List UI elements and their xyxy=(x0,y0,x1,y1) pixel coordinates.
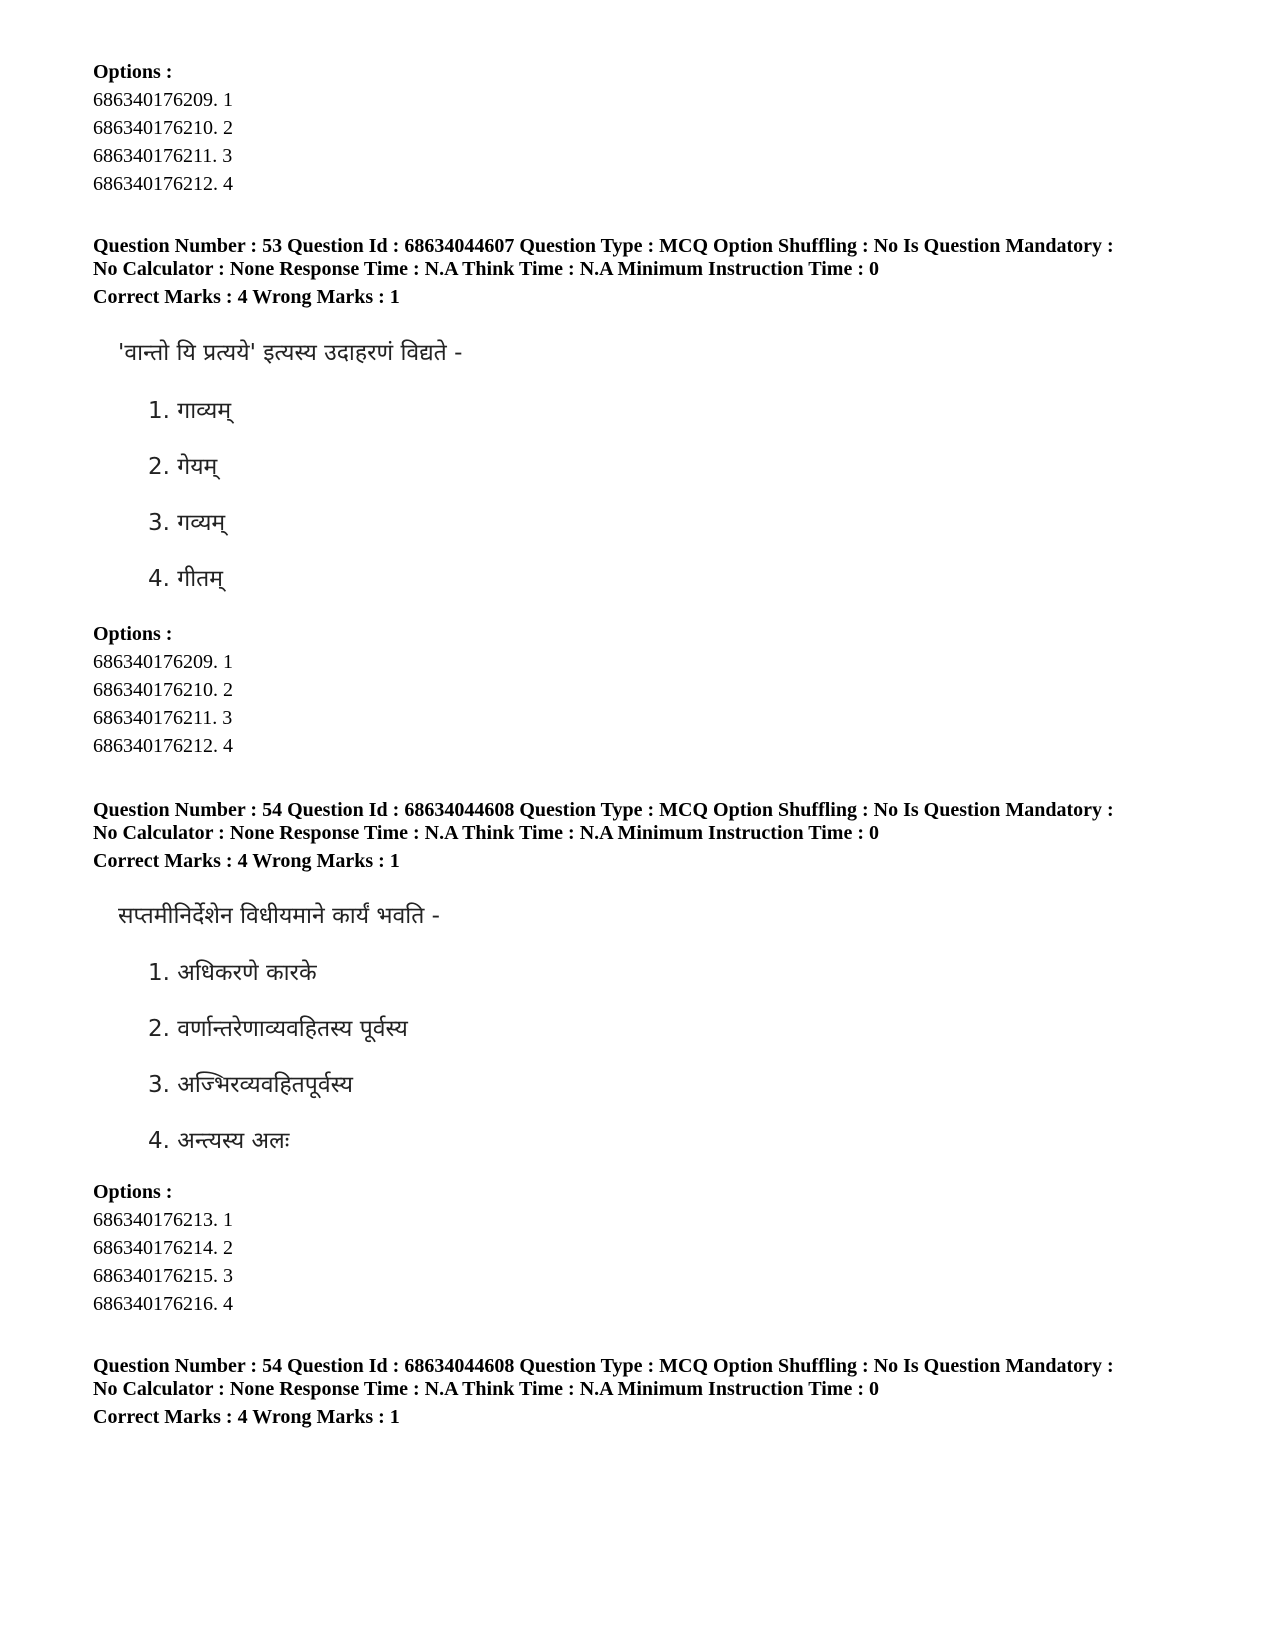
option-line: 686340176210. 2 xyxy=(93,117,233,139)
question-header: Question Number : 53 Question Id : 68634044607 Question Type : MCQ Option Shuffling : No Is Question Mandatory : xyxy=(93,235,1114,257)
options-label: Options : xyxy=(93,623,173,645)
answer-choice: 3. अज्भिरव्यवहितपूर्वस्य xyxy=(148,1072,353,1098)
options-label: Options : xyxy=(93,61,173,83)
answer-choice: 4. गीतम् xyxy=(148,566,224,592)
option-line: 686340176211. 3 xyxy=(93,145,233,167)
option-line: 686340176214. 2 xyxy=(93,1237,233,1259)
option-line: 686340176209. 1 xyxy=(93,89,233,111)
question-header: No Calculator : None Response Time : N.A Think Time : N.A Minimum Instruction Time : 0 xyxy=(93,258,879,280)
question-header: Question Number : 54 Question Id : 68634044608 Question Type : MCQ Option Shuffling : No Is Question Mandatory : xyxy=(93,1355,1114,1377)
answer-choice: 1. अधिकरणे कारके xyxy=(148,960,317,986)
options-label: Options : xyxy=(93,1181,173,1203)
option-line: 686340176209. 1 xyxy=(93,651,233,673)
option-line: 686340176212. 4 xyxy=(93,173,233,195)
option-line: 686340176213. 1 xyxy=(93,1209,233,1231)
answer-choice: 3. गव्यम् xyxy=(148,510,226,536)
option-line: 686340176216. 4 xyxy=(93,1293,233,1315)
option-line: 686340176210. 2 xyxy=(93,679,233,701)
question-marks: Correct Marks : 4 Wrong Marks : 1 xyxy=(93,286,400,308)
question-marks: Correct Marks : 4 Wrong Marks : 1 xyxy=(93,1406,400,1428)
option-line: 686340176215. 3 xyxy=(93,1265,233,1287)
question-header: No Calculator : None Response Time : N.A Think Time : N.A Minimum Instruction Time : 0 xyxy=(93,822,879,844)
question-stem: सप्तमीनिर्देशेन विधीयमाने कार्यं भवति - xyxy=(118,903,440,929)
question-header: No Calculator : None Response Time : N.A Think Time : N.A Minimum Instruction Time : 0 xyxy=(93,1378,879,1400)
answer-choice: 2. गेयम् xyxy=(148,454,218,480)
option-line: 686340176211. 3 xyxy=(93,707,233,729)
question-marks: Correct Marks : 4 Wrong Marks : 1 xyxy=(93,850,400,872)
answer-choice: 1. गाव्यम् xyxy=(148,398,232,424)
answer-choice: 2. वर्णान्तरेणाव्यवहितस्य पूर्वस्य xyxy=(148,1016,408,1042)
question-header: Question Number : 54 Question Id : 68634044608 Question Type : MCQ Option Shuffling : No Is Question Mandatory : xyxy=(93,799,1114,821)
answer-choice: 4. अन्त्यस्य अलः xyxy=(148,1128,290,1154)
option-line: 686340176212. 4 xyxy=(93,735,233,757)
question-stem: 'वान्तो यि प्रत्यये' इत्यस्य उदाहरणं विद्यते - xyxy=(118,340,463,366)
